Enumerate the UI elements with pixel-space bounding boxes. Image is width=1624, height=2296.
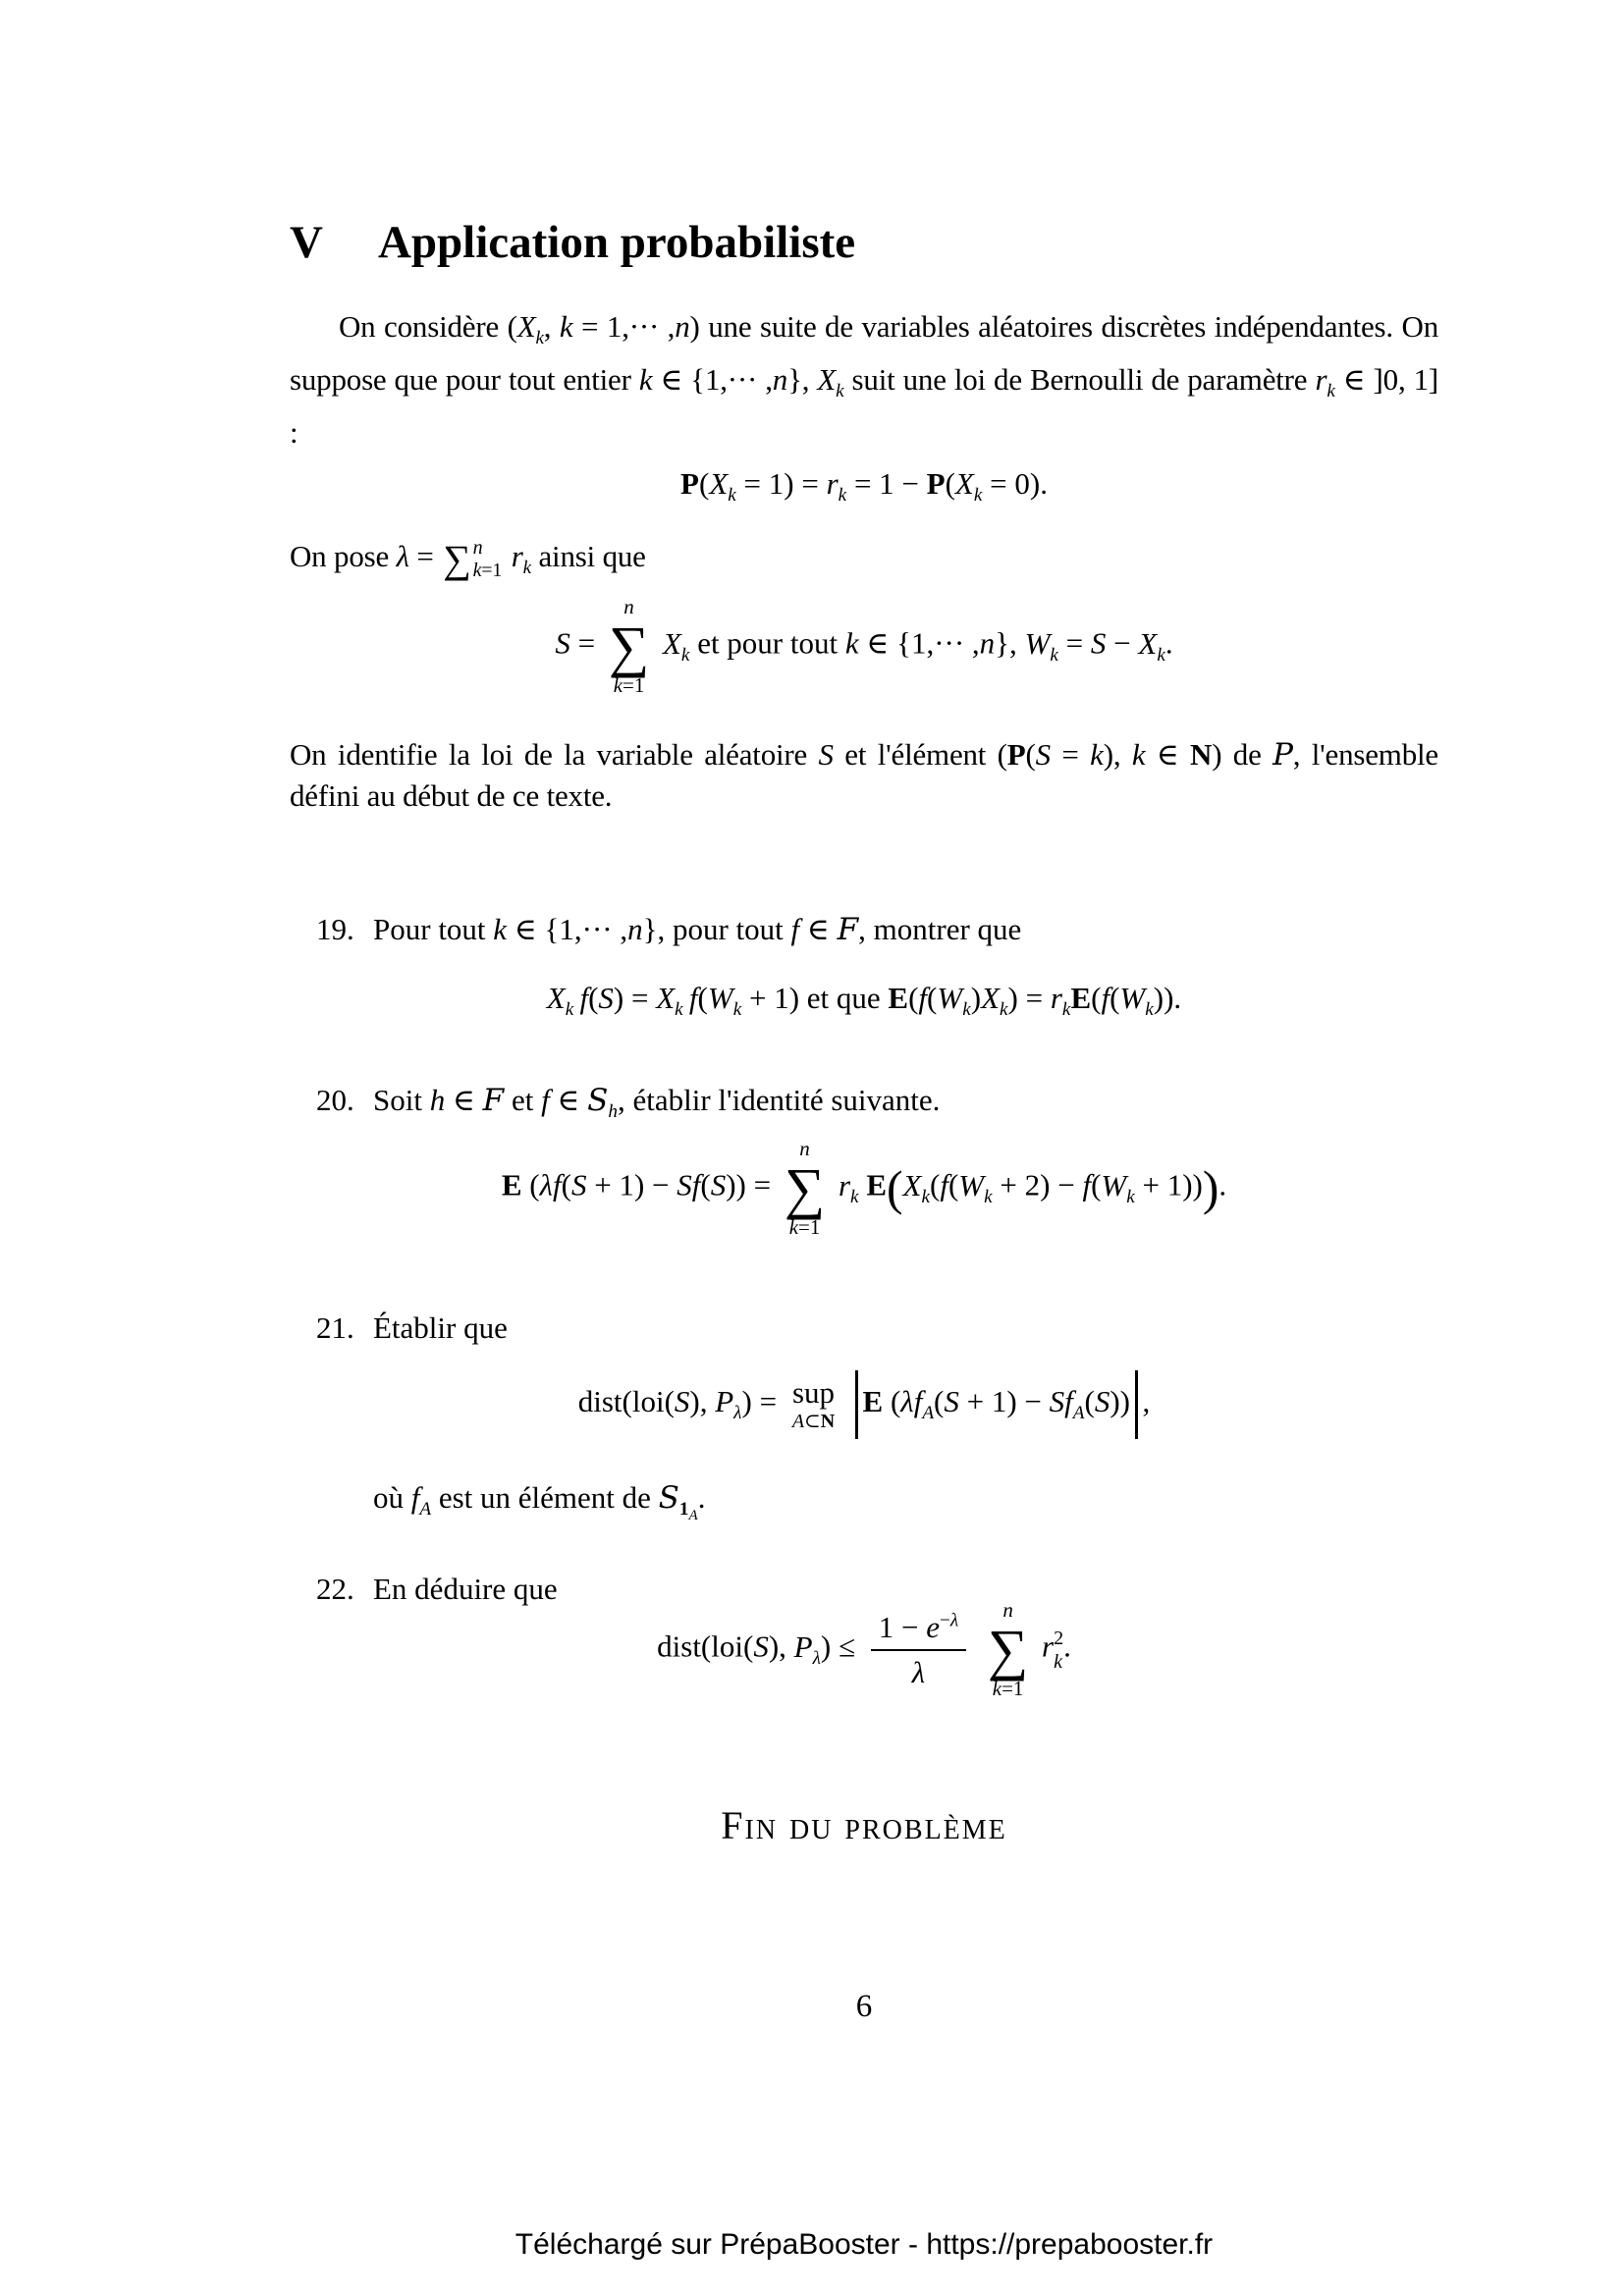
question-20 (316, 1080, 1438, 1133)
question-22-text: En déduire que (373, 1572, 558, 1606)
equation-sum-definition: S = n ∑ k=1 $X_k$ et pour tout k ∈ {1,··· ,n}, $W_k = S - X_k$. (555, 595, 1173, 698)
end-of-problem-text: Fin du problème (721, 1803, 1007, 1847)
question-19-equation: $X_k$ $f(S) = X_k$ $f(W_k + 1)$ et que $E(f(W_k)X_k) = r_kE(f(W_k))$. (546, 981, 1182, 1021)
question-21-number: 21. (316, 1310, 354, 1345)
footer-credit: Téléchargé sur PrépaBooster - https://prepabooster.fr (514, 2228, 1214, 2261)
section-title: Application probabiliste (377, 217, 856, 268)
intro-paragraph-3: On identifie la loi de la variable aléatoire S et l'élément (P(S = k), k ∈ N) de P, l'ensemble défini au début de ce texte. (290, 737, 1438, 813)
question-20-number: 20. (316, 1083, 354, 1117)
intro-paragraph-2: On pose λ = ∑ n k=1 $r_k$ ainsi que (290, 536, 646, 581)
equation-bernoulli: $P(X_k = 1) = r_k = 1 - P(X_k = 0)$. (680, 466, 1048, 507)
question-21-equation: dist(loi(S), $P_\lambda$) = sup A⊂N E $(\lambda f_A(S + 1) - Sf_A(S))$ , (290, 1370, 1438, 1439)
question-20-equation: E (λf(S + 1) − Sf(S)) = n ∑ k=1 $r_k$ $E(X_k(f(W_k + 2) - f(W_k + 1)))$. (501, 1137, 1227, 1240)
question-20-text: Soit h ∈ F et f ∈ $S_h$, établir l'identité suivante. (373, 1083, 941, 1123)
question-21-text: Établir que (373, 1310, 508, 1345)
question-19-text: Pour tout k ∈ {1,··· ,n}, pour tout f ∈ F, montrer que (373, 912, 1022, 947)
question-19 (316, 909, 1438, 950)
intro-paragraph-1: On considère ($X_k$, k = 1,··· ,n) une suite de variables aléatoires discrètes indépendantes. On suppose que pour tout entier k ∈ {1,··· ,n}, $X_k$ suit une loi de Bernoulli de paramètre $r_k$ ∈ ]0, 1] : (290, 309, 1438, 451)
question-19-number: 19. (316, 912, 354, 946)
page-number: 6 (855, 1989, 873, 2024)
section-heading (290, 218, 855, 269)
question-22-equation: dist(loi(S), $P_\lambda$) ≤ $\frac{1 - e^{-\lambda}}{\lambda}$ n ∑ k=1 r 2 k . (657, 1598, 1071, 1701)
question-21 (316, 1308, 1438, 1349)
question-22-number: 22. (316, 1572, 354, 1606)
question-21-note: où $f_A$ est un élément de $S_{1_A}$. (373, 1480, 706, 1524)
section-number: V (290, 217, 323, 268)
